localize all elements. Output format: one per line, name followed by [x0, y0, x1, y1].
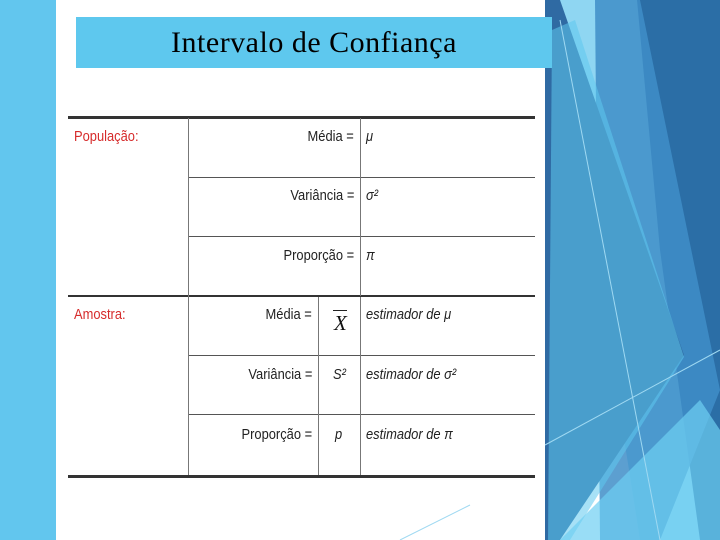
- section-heading-amostra: Amostra:: [74, 306, 126, 323]
- sample-row-symbol: S²: [333, 366, 346, 383]
- sample-row-symbol: p: [335, 426, 343, 443]
- col-rule: [188, 118, 189, 475]
- sample-row-symbol: X: [334, 311, 347, 335]
- pop-row-label: Variância =: [290, 187, 354, 204]
- col-rule: [360, 297, 361, 475]
- pop-row-symbol: σ²: [366, 187, 379, 204]
- sample-row-label: Proporção =: [241, 426, 312, 443]
- row-rule: [188, 355, 535, 356]
- row-rule: [188, 177, 535, 178]
- sample-row-label: Média =: [265, 306, 312, 323]
- sample-row-estimate: estimador de π: [366, 426, 453, 443]
- section-heading-populacao: População:: [74, 128, 139, 145]
- pop-row-label: Média =: [307, 128, 354, 145]
- col-rule: [318, 297, 319, 475]
- deco-line-3: [400, 505, 470, 540]
- pop-row-symbol: π: [366, 247, 375, 264]
- section-rule: [68, 295, 535, 297]
- table-top-rule: [68, 116, 535, 119]
- sample-row-estimate: estimador de σ²: [366, 366, 457, 383]
- pop-row-label: Proporção =: [283, 247, 354, 264]
- row-rule: [188, 414, 535, 415]
- sample-row-label: Variância =: [248, 366, 312, 383]
- parameter-estimator-table: [68, 116, 535, 478]
- left-strip: [0, 0, 56, 540]
- sample-row-estimate: estimador de μ: [366, 306, 452, 323]
- row-rule: [188, 236, 535, 237]
- col-rule: [360, 118, 361, 296]
- title-box: [76, 17, 552, 68]
- table-bottom-rule: [68, 475, 535, 478]
- slide-title: Intervalo de Confiança: [171, 25, 457, 59]
- pop-row-symbol: μ: [366, 128, 374, 145]
